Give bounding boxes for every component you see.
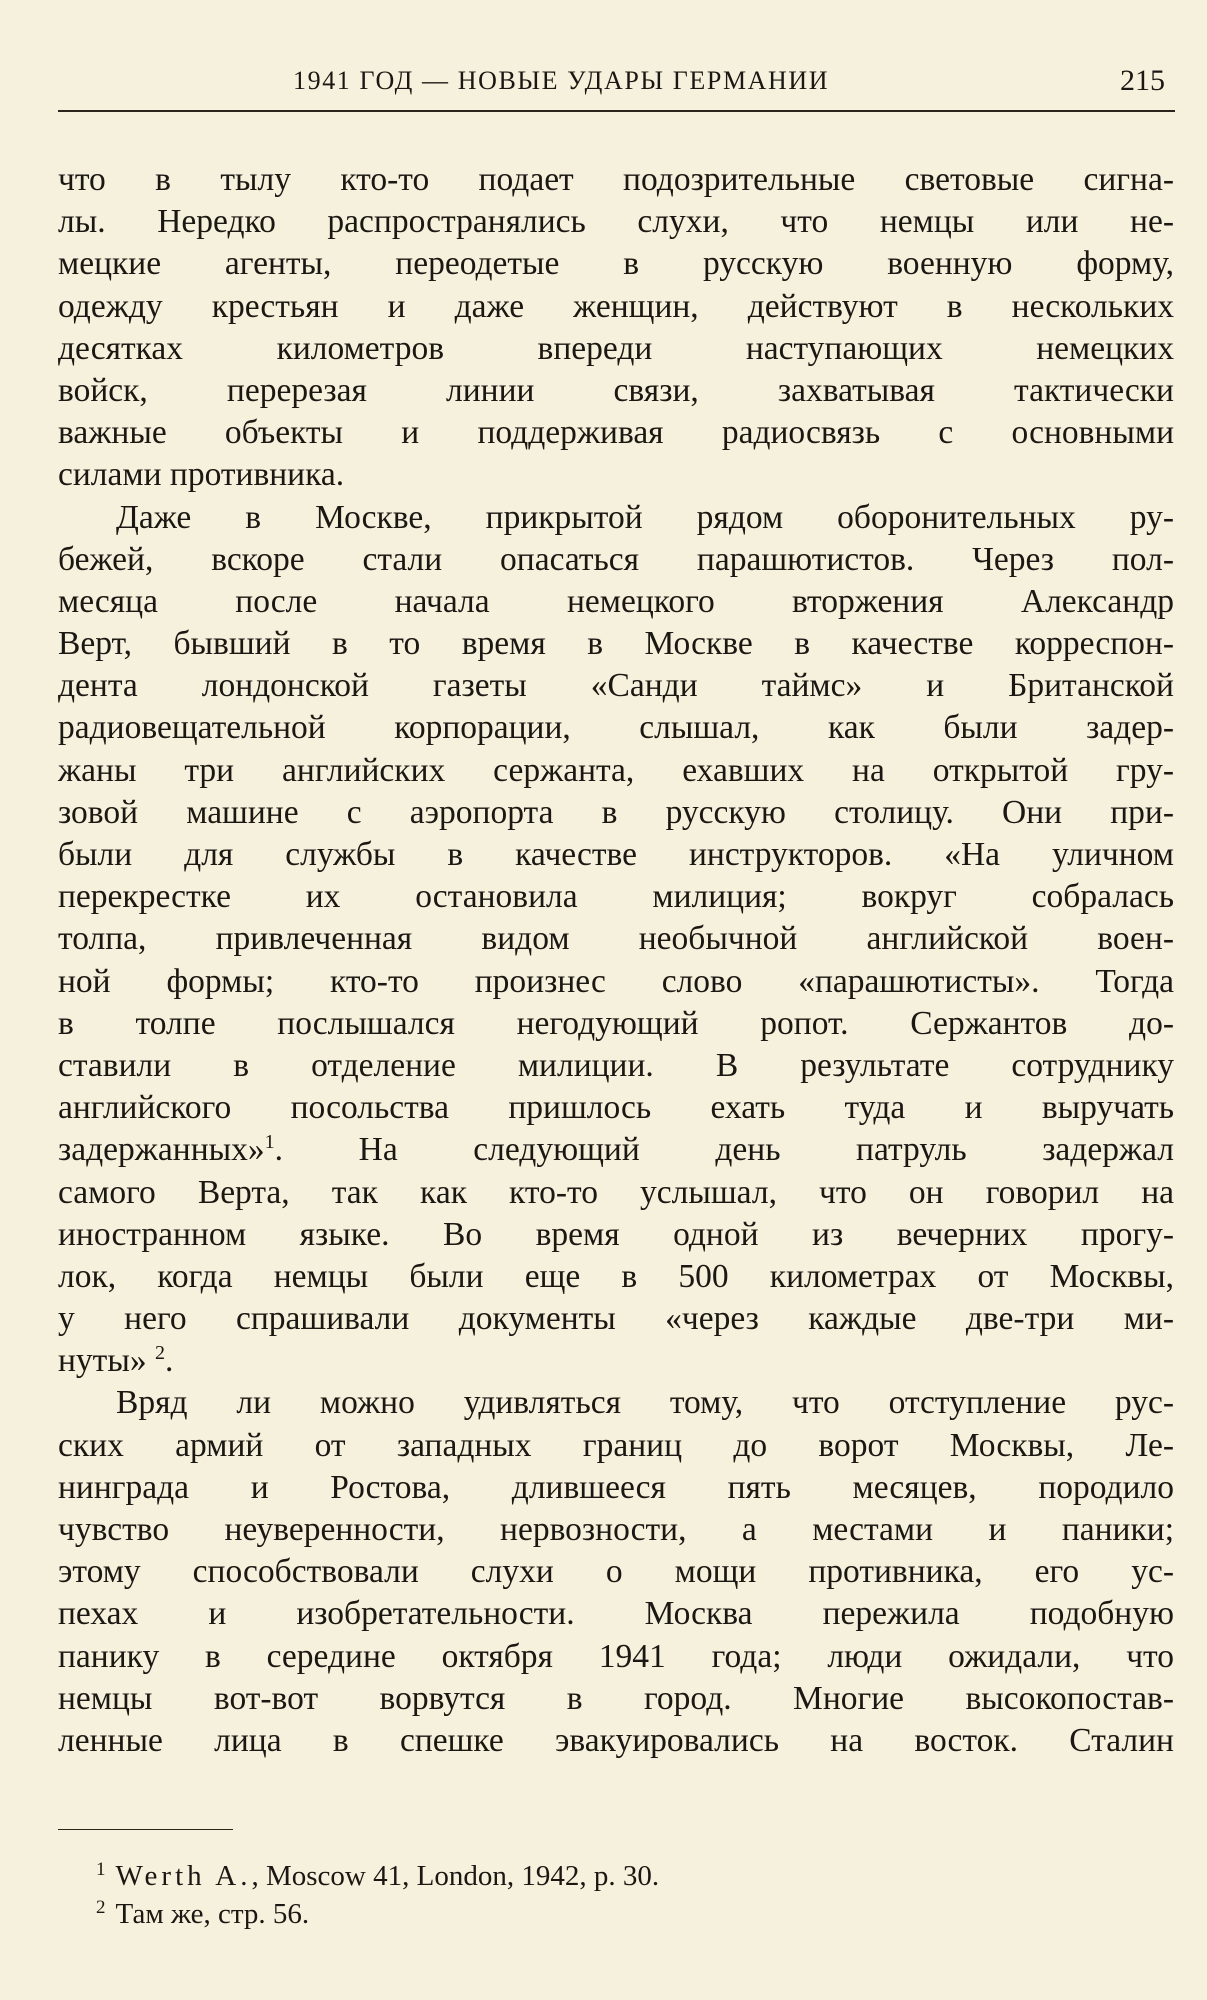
text-line: иностранном языке. Во время одной из вечерних прогу-	[58, 1215, 1174, 1253]
text-line: толпа, привлеченная видом необычной английской воен-	[58, 920, 1174, 958]
footnote-text: , Moscow 41, London, 1942, p. 30.	[251, 1860, 660, 1892]
running-head	[58, 62, 1175, 106]
chapter-title: 1941 ГОД — НОВЫЕ УДАРЫ ГЕРМАНИИ	[293, 66, 830, 95]
footnote-mark: 2	[96, 1897, 106, 1918]
text-line: нуты» $^2$.	[58, 1342, 174, 1380]
text-line: ставили в отделение милиции. В результате сотруднику	[58, 1046, 1174, 1084]
page-number: 215	[1120, 64, 1165, 97]
text-line: лок, когда немцы были еще в 500 километрах от Москвы,	[58, 1257, 1174, 1295]
text-line: были для службы в качестве инструкторов. «На уличном	[58, 836, 1174, 873]
text-line: Верт, бывший в то время в Москве в качестве корреспон-	[58, 625, 1174, 663]
footnote-ref: 2	[154, 1342, 165, 1365]
text-line: бежей, вскоре стали опасаться парашютистов. Через пол-	[58, 540, 1174, 578]
text-line: Даже в Москве, прикрытой рядом оборонительных ру-	[116, 498, 1174, 536]
header-rule	[58, 110, 1175, 112]
body-text	[58, 159, 1174, 1762]
text-line: радиовещательной корпорации, слышал, как были задер-	[58, 709, 1174, 747]
text-line: лы. Нередко распространялись слухи, что немцы или не-	[58, 203, 1174, 241]
text-line: самого Верта, так как кто-то услышал, что он говорил на	[58, 1173, 1174, 1211]
text-line: перекрестке их остановила милиция; вокруг собралась	[58, 878, 1174, 916]
text-line: чувство неуверенности, нервозности, а местами и паники;	[58, 1511, 1174, 1548]
text-line: мецкие агенты, переодетые в русскую военную форму,	[58, 245, 1174, 283]
text-line: войск, перерезая линии связи, захватывая тактически	[58, 371, 1174, 409]
text-line: пехах и изобретательности. Москва пережила подобную	[58, 1595, 1174, 1633]
text-line: месяца после начала немецкого вторжения Александр	[58, 582, 1174, 620]
text-line: у него спрашивали документы «через каждые две-три ми-	[58, 1300, 1174, 1338]
text-line: немцы вот-вот ворвутся в город. Многие высокопостав-	[58, 1679, 1174, 1717]
footnote-ref: 1	[264, 1131, 275, 1154]
text-line: силами противника.	[58, 456, 345, 494]
text-line: жаны три английских сержанта, ехавших на открытой гру-	[58, 751, 1174, 789]
text-line: дента лондонской газеты «Санди таймс» и Британской	[58, 667, 1174, 705]
text-line: в толпе послышался негодующий ропот. Сержантов до-	[58, 1004, 1174, 1042]
text-line: английского посольства пришлось ехать туда и выручать	[58, 1089, 1174, 1127]
text-line: ленные лица в спешке эвакуировались на восток. Сталин	[58, 1721, 1174, 1759]
text-line: десятках километров впереди наступающих немецких	[58, 329, 1174, 367]
footnotes	[96, 1857, 659, 1933]
text-line: панику в середине октября 1941 года; люди ожидали, что	[58, 1637, 1174, 1675]
text-line: что в тылу кто-то подает подозрительные световые сигна-	[58, 161, 1174, 198]
footnote-2	[96, 1895, 659, 1933]
text-fragment: На следующий день патруль задержал	[358, 1131, 1174, 1169]
text-line: Вряд ли можно удивляться тому, что отступление рус-	[116, 1384, 1174, 1422]
text-line: этому способствовали слухи о мощи противника, его ус-	[58, 1553, 1174, 1591]
footnote-text: Там же, стр. 56.	[115, 1898, 310, 1930]
text-line: одежду крестьян и даже женщин, действуют в нескольких	[58, 287, 1174, 325]
text-line: важные объекты и поддерживая радиосвязь с основными	[58, 414, 1174, 452]
footnote-rule	[58, 1829, 233, 1830]
footnote-1	[96, 1857, 659, 1895]
footnote-mark: 1	[96, 1859, 106, 1880]
text-line: ских армий от западных границ до ворот Москвы, Ле-	[58, 1426, 1174, 1464]
text-line: зовой машине с аэропорта в русскую столицу. Они при-	[58, 793, 1174, 831]
text-fragment: задержанных»	[58, 1131, 265, 1169]
text-line: ной формы; кто-то произнес слово «парашютисты». Тогда	[58, 962, 1174, 1000]
text-line: нинграда и Ростова, длившееся пять месяцев, породило	[58, 1468, 1174, 1506]
text-fragment: нуты»	[58, 1342, 147, 1380]
footnote-author: Werth A.	[115, 1860, 252, 1892]
text-line: задержанных»$^1$. На следующий день патруль задержал	[58, 1131, 1174, 1169]
